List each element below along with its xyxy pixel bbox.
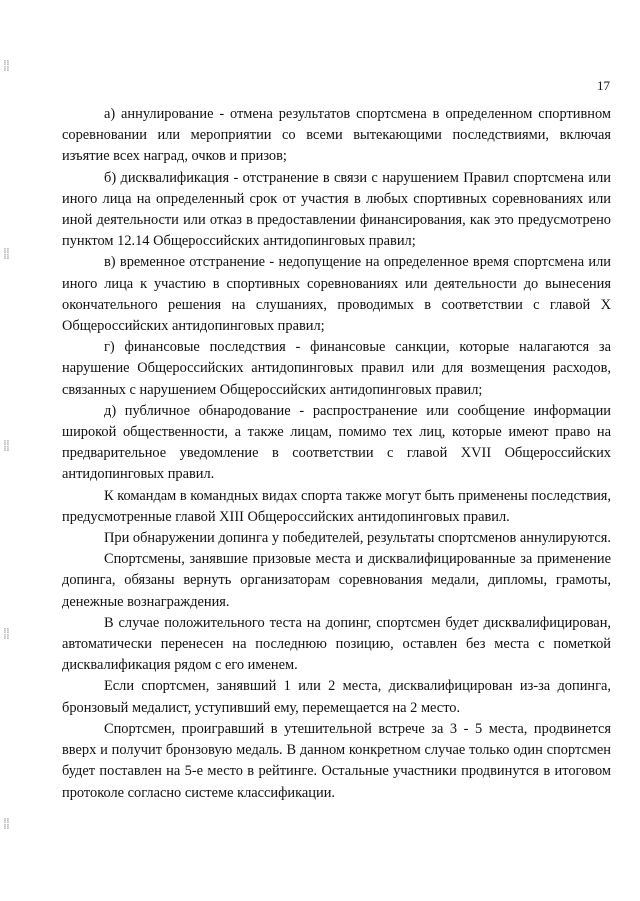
paragraph-disqualification: б) дисквалификация - отстранение в связи с нарушением Правил спортсмена или иного лица на определенный срок от участия в любых спортивных соревнованиях или иной деятельности или отказ в предоставлении финансирования, как это предусмотрено пунктом 12.14 Общероссийских антидопинговых правил; <box>62 169 611 250</box>
paragraph-winners-doping: При обнаружении допинга у победителей, результаты спортсменов аннулируются. <box>104 530 611 547</box>
binder-hole-marks: ⁞⁞ ⁞⁞ ⁞⁞ ⁞⁞ ⁞⁞ ⁞⁞ ⁞⁞ ⁞⁞ ⁞⁞ ⁞⁞ <box>4 59 10 831</box>
paragraph-public-disclosure: д) публичное обнародование - распространение или сообщение информации широкой общественности, а также лицам, помимо тех лиц, которые имеют право на предварительное уведомление в соответствии с главой XVII Общероссийских антидопинговых правил. <box>62 402 611 483</box>
paragraph-positive-test: В случае положительного теста на допинг, спортсмен будет дисквалифицирован, автоматически перенесен на последнюю позицию, оставлен без места с пометкой дисквалификация рядом с его именем. <box>62 614 611 674</box>
document-body <box>62 104 611 804</box>
paragraph-place-shift: Если спортсмен, занявший 1 или 2 места, дисквалифицирован из-за допинга, бронзовый медалист, уступивший ему, перемещается на 2 место. <box>62 678 611 716</box>
paragraph-annulment: а) аннулирование - отмена результатов спортсмена в определенном спортивном соревновании или мероприятии со всеми вытекающими последствиями, включая изъятие всех наград, очков и призов; <box>62 106 611 165</box>
paragraph-return-awards: Спортсмены, занявшие призовые места и дисквалифицированные за применение допинга, обязаны вернуть организаторам соревнования медали, дипломы, грамоты, денежные вознаграждения. <box>62 551 611 610</box>
paragraph-temporary-suspension: в) временное отстранение - недопущение на определенное время спортсмена или иного лица к участию в спортивных соревнованиях или деятельности до вынесения окончательного решения на слушаниях, проводимых в соответствии с главой X Общероссийских антидопинговых правил; <box>62 254 611 335</box>
paragraph-financial-consequences: г) финансовые последствия - финансовые санкции, которые налагаются за нарушение Общероссийских антидопинговых правил или для возмещения расходов, связанных с нарушением Общероссийских антидопинговых правил; <box>62 339 611 398</box>
paragraph-team-sports: К командам в командных видах спорта также могут быть применены последствия, предусмотренные главой XIII Общероссийских антидопинговых правил. <box>62 487 611 525</box>
page-number: 17 <box>597 78 610 93</box>
paragraph-consolation-bout: Спортсмен, проигравший в утешительной встрече за 3 - 5 места, продвинется вверх и получит бронзовую медаль. В данном конкретном случае только один спортсмен будет поставлен на 5-е место в рейтинге. Остальные участники продвинутся в итоговом протоколе согласно системе классификации. <box>62 720 611 801</box>
